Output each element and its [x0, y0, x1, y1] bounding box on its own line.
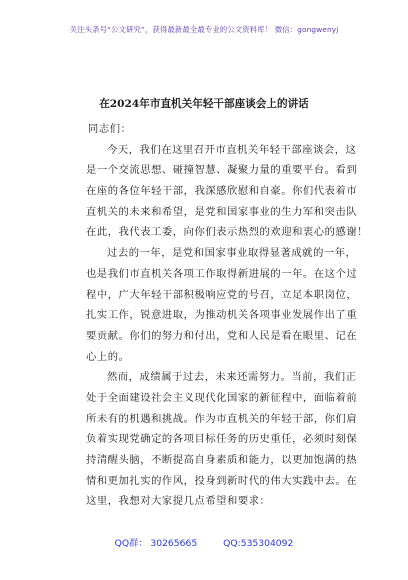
paragraph [86, 367, 358, 512]
paragraph-line: 负着实现党确定的各项目标任务的历史重任，必须时刻保 [86, 433, 358, 446]
paragraph-line: 扎实工作，锐意进取，为推动机关各项事业发展作出了重 [86, 309, 358, 322]
paragraph [86, 243, 358, 367]
header-promo-note: 关注头条号“公文研究”，获得最新最全最专业的公文资料库！ 微信：gongwenyj [69, 25, 339, 34]
paragraph-line: 心上的。 [86, 350, 130, 363]
document-title: 在2024年市直机关年轻干部座谈会上的讲话 [99, 98, 309, 110]
footer-qq: QQ:535304092 [223, 538, 294, 549]
document-body [86, 119, 369, 512]
paragraph-line: 这里，我想对大家提几点希望和要求： [86, 495, 271, 508]
paragraph-line: 是一个交流思想、碰撞智慧、凝聚力量的重要平台。看到 [86, 164, 358, 177]
paragraph-line: 然而，成绩属于过去，未来还需努力。当前，我们正 [107, 371, 357, 384]
paragraph-line: 处于全面建设社会主义现代化国家的新征程中，面临着前 [86, 391, 358, 404]
footer-qq-group: QQ群： 30265665 [114, 538, 198, 549]
paragraph-line: 在此，我代表工委，向你们表示热烈的欢迎和衷心的感谢！ [86, 226, 369, 239]
paragraph-line: 过去的一年，是党和国家事业取得显著成就的一年， [107, 247, 357, 260]
salutation: 同志们： [88, 123, 132, 135]
paragraph-line: 在座的各位年轻干部，我深感欣慰和自豪。你们代表着市 [86, 185, 358, 198]
paragraph-line: 也是我们市直机关各项工作取得新进展的一年。在这个过 [86, 267, 358, 280]
paragraph-line: 直机关的未来和希望，是党和国家事业的生力军和突击队 [86, 205, 358, 218]
paragraph-line: 今天，我们在这里召开市直机关年轻干部座谈会，这 [107, 143, 357, 156]
paragraph-line: 情和更加扎实的作风，投身到新时代的伟大实践中去。在 [86, 474, 358, 487]
footer-contact [0, 535, 408, 549]
paragraph-line: 要贡献。你们的努力和付出，党和人民是看在眼里、记在 [86, 329, 358, 342]
paragraph-line: 持清醒头脑，不断提高自身素质和能力，以更加饱满的热 [86, 454, 358, 466]
paragraph [86, 140, 369, 243]
paragraph-line: 所未有的机遇和挑战。作为市直机关的年轻干部，你们肩 [86, 412, 358, 425]
paragraph-line: 程中，广大年轻干部积极响应党的号召，立足本职岗位， [86, 288, 358, 301]
